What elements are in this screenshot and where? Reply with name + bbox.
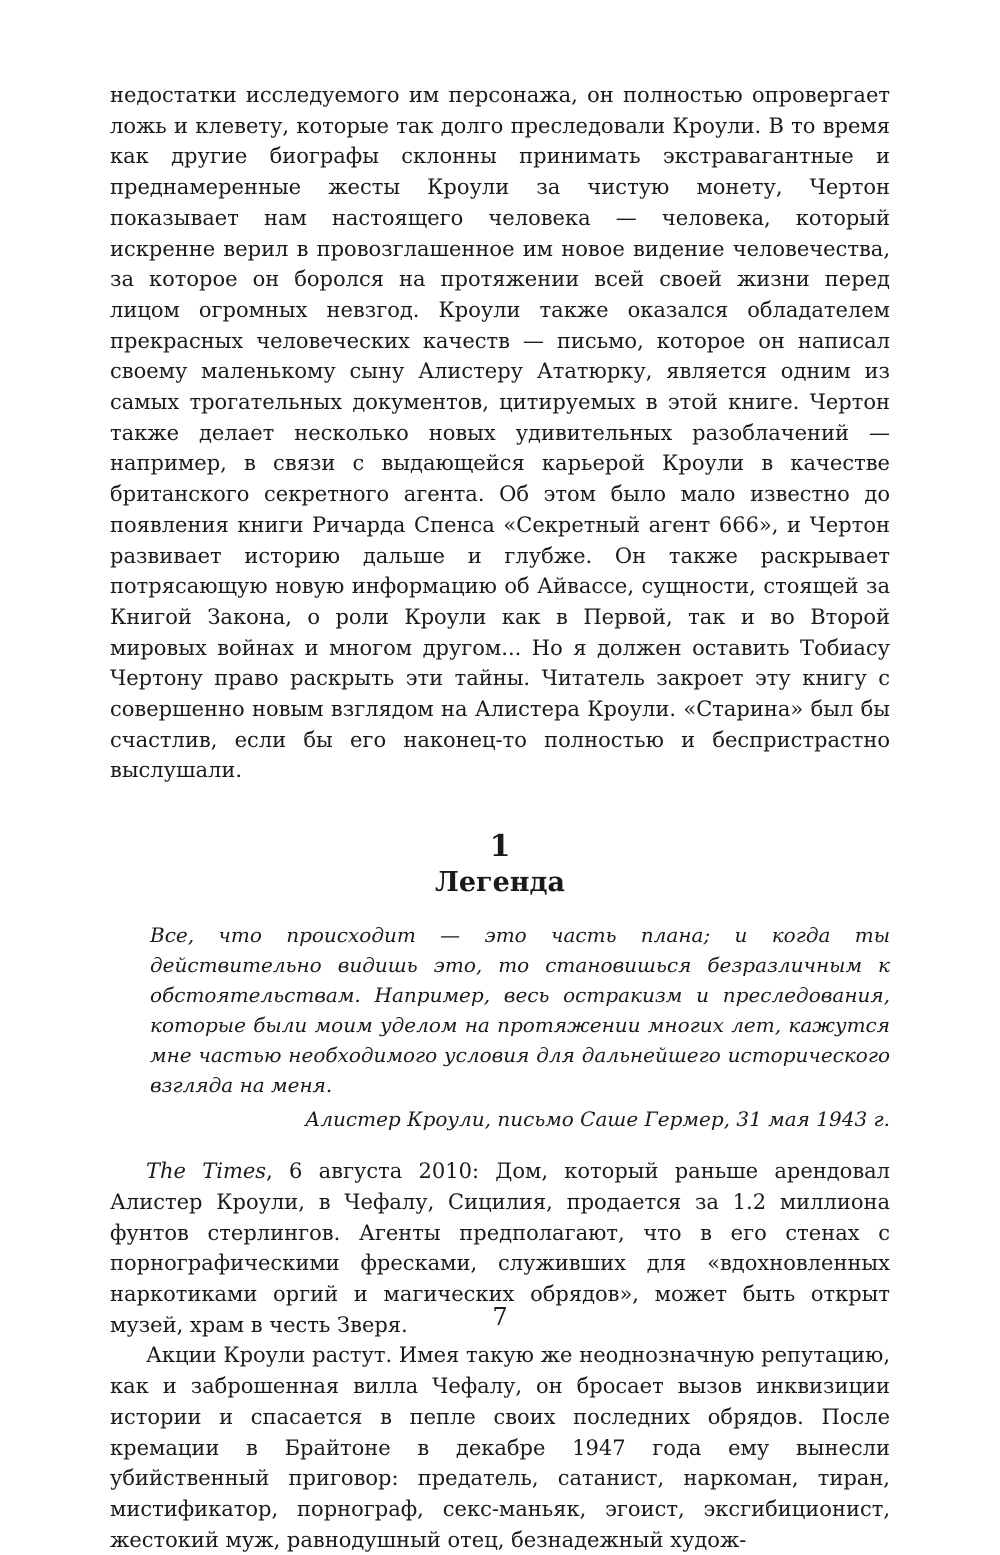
times-text: , 6 августа 2010: Дом, который раньше арендовал Алистер Кроули, в Чефалу, Сицилия, продается за 1.2 миллиона фунтов стерлингов. Агенты предполагают, что в его стенах с порнографическими фресками, служивших для «вдохновленных наркотиками оргий и магических обрядов», может быть открыт музей, храм в честь Зверя. [110,1159,890,1337]
page-content [110,80,890,1555]
chapter-number: 1 [489,829,511,865]
epigraph-source: Алистер Кроули, письмо Саше Гермер, 31 мая 1943 г. [305,1107,890,1132]
epigraph-text: Все, что происходит — это часть плана; и когда ты действительно видишь это, то становишься безразличным к обстоятельствам. Например, весь остракизм и преследования, которые были моим уделом на протяжении многих лет, кажутся мне частью необходимого условия для дальнейшего исторического взгляда на меня. [150,923,890,1098]
body-paragraph-2: Акции Кроули растут. Имея такую же неоднозначную репутацию, как и заброшенная вилла Чефалу, он бросает вызов инквизиции истории и спасается в пепле своих последних обрядов. После кремации в Брайтоне в декабре 1947 года ему вынесли убийственный приговор: предатель, сатанист, наркоман, тиран, мистификатор, порнограф, секс-маньяк, эгоист, эксгибиционист, жестокий муж, равнодушный отец, безнадежный худож- [110,1343,890,1552]
intro-paragraph: недостатки исследуемого им персонажа, он полностью опровергает ложь и клевету, которые так долго преследовали Кроули. В то время как другие биографы склонны принимать экстравагантные и преднамеренные жесты Кроули за чистую монету, Чертон показывает нам настоящего человека — человека, который искренне верил в провозглашенное им новое видение человечества, за которое он боролся на протяжении всей своей жизни перед лицом огромных невзгод. Кроули также оказался обладателем прекрасных человеческих качеств — письмо, которое он написал своему маленькому сыну Алистеру Ататюрку, является одним из самых трогательных документов, цитируемых в этой книге. Чертон также делает несколько новых удивительных разоблачений — например, в связи с выдающейся карьерой Кроули в качестве британского секретного агента. Об этом было мало известно до появления книги Ричарда Спенса «Секретный агент 666», и Чертон развивает историю дальше и глубже. Он также раскрывает потрясающую новую информацию об Айвассе, сущности, стоящей за Книгой Закона, о роли Кроули как в Первой, так и во Второй мировых войнах и многом другом... Но я должен оставить Тобиасу Чертону право раскрыть эти тайны. Читатель закроет эту книгу с совершенно новым взглядом на Алистера Кроули. «Старина» был бы счастлив, если бы его наконец-то полностью и беспристрастно выслушали. [110,83,890,783]
page-number: 7 [492,1303,508,1331]
times-source: The Times [146,1159,267,1184]
chapter-title: Легенда [434,867,566,899]
